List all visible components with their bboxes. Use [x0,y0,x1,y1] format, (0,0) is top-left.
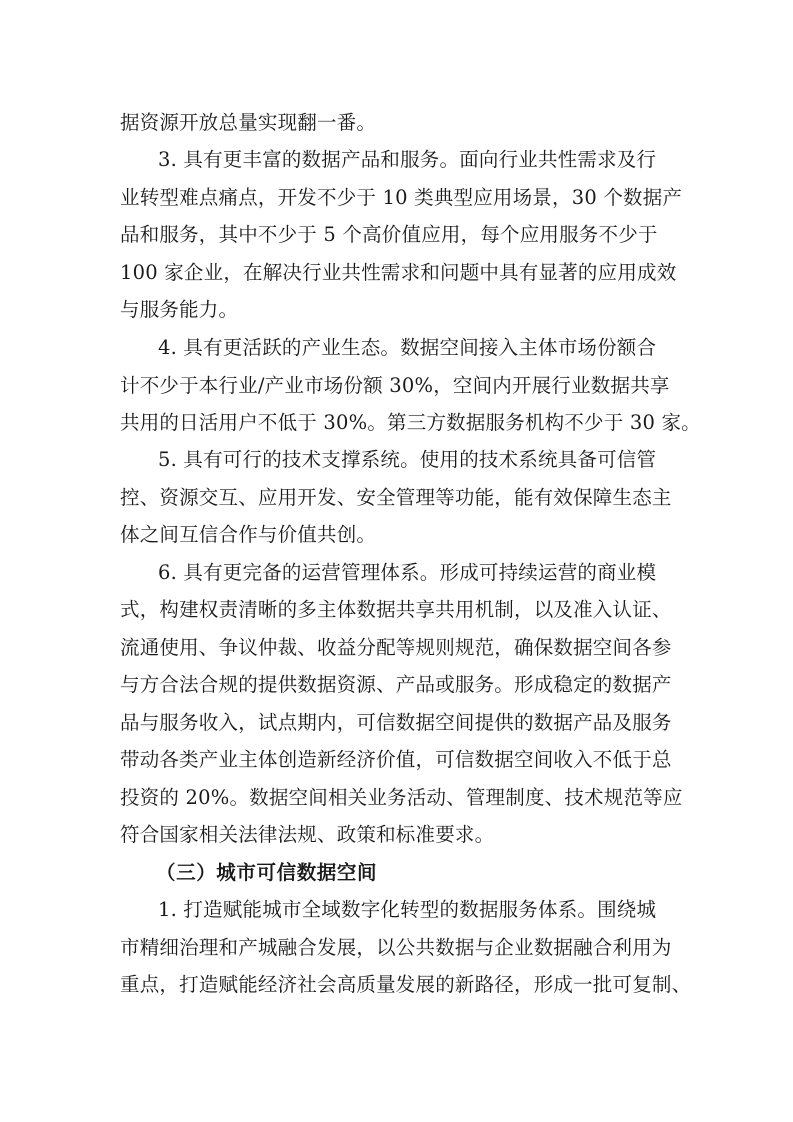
text-line: 流通使用、争议仲裁、收益分配等规则规范，确保数据空间各参 [120,636,672,659]
text-line: 体之间互信合作与价值共创。 [120,523,377,546]
text-line: 式，构建权责清晰的多主体数据共享共用机制，以及准入认证、 [120,598,672,621]
text-line: 品和服务，其中不少于 5 个高价值应用，每个应用服务不少于 [120,223,658,246]
text-line: 符合国家相关法律法规、政策和标准要求。 [120,823,495,846]
text-line: 品与服务收入，试点期内，可信数据空间提供的数据产品及服务 [120,711,672,734]
text-line: 投资的 20%。数据空间相关业务活动、管理制度、技术规范等应 [120,786,683,809]
text-line: 1. 打造赋能城市全域数字化转型的数据服务体系。围绕城 [158,898,657,921]
text-line: 与服务能力。 [120,298,239,321]
section-heading: （三）城市可信数据空间 [156,861,378,884]
text-line: 与方合法合规的提供数据资源、产品或服务。形成稳定的数据产 [120,673,672,696]
text-line: 计不少于本行业/产业市场份额 30%，空间内开展行业数据共享 [120,374,670,397]
text-line: 共用的日活用户不低于 30%。第三方数据服务机构不少于 30 家。 [120,411,701,434]
text-line: 3. 具有更丰富的数据产品和服务。面向行业共性需求及行 [158,148,657,171]
text-line: 100 家企业，在解决行业共性需求和问题中具有显著的应用成效 [120,261,677,284]
text-line: 4. 具有更活跃的产业生态。数据空间接入主体市场份额合 [158,336,657,359]
text-line: 6. 具有更完备的运营管理体系。形成可持续运营的商业模 [158,561,657,584]
text-line: 市精细治理和产城融合发展，以公共数据与企业数据融合利用为 [120,936,672,959]
text-line: 重点，打造赋能经济社会高质量发展的新路径，形成一批可复制、 [120,973,692,996]
text-line: 带动各类产业主体创造新经济价值，可信数据空间收入不低于总 [120,748,672,771]
text-line: 5. 具有可行的技术支撑系统。使用的技术系统具备可信管 [158,448,657,471]
text-line: 控、资源交互、应用开发、安全管理等功能，能有效保障生态主 [120,486,672,509]
text-line: 据资源开放总量实现翻一番。 [120,111,377,134]
text-line: 业转型难点痛点，开发不少于 10 类典型应用场景，30 个数据产 [120,186,683,209]
